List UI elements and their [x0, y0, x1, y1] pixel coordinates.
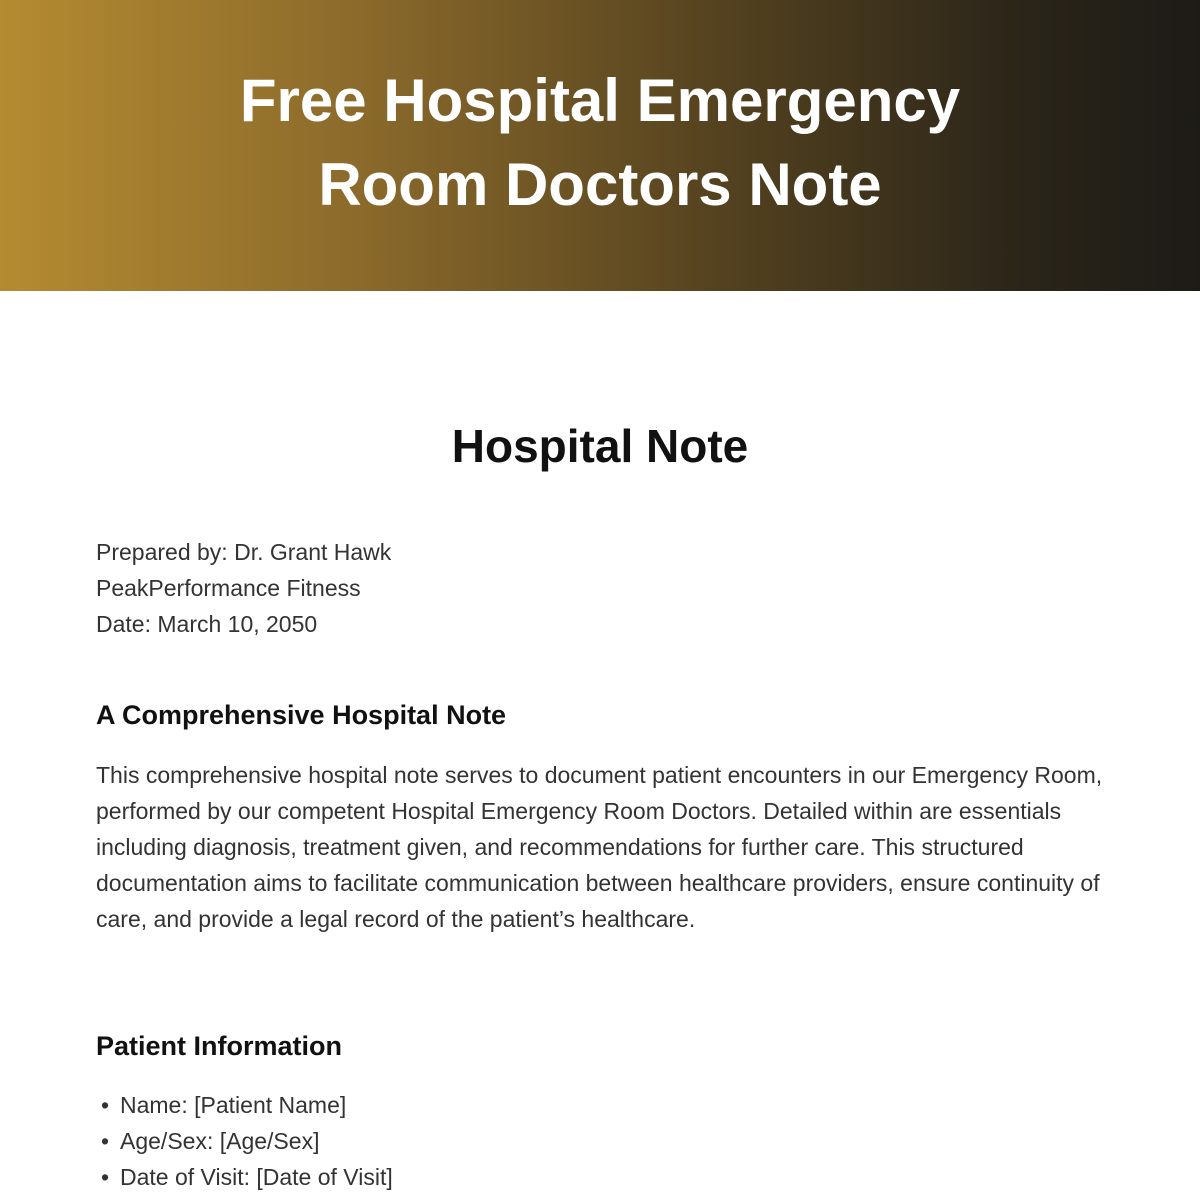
patient-visit-date-field: Date of Visit: [Date of Visit]	[120, 1164, 393, 1190]
document-date: Date: March 10, 2050	[96, 611, 318, 637]
bullet-icon: •	[101, 1128, 110, 1154]
document-meta	[96, 534, 391, 642]
document-title: Hospital Note	[451, 420, 749, 472]
intro-paragraph: This comprehensive hospital note serves to document patient encounters in our Emergency Room, performed by our competent Hospital Emergency Room Doctors. Detailed within are essentials including diagnosis, treatment given, and recommendations for further care. This structured documentation aims to facilitate communication between healthcare providers, ensure continuity of care, and provide a legal record of the patient’s healthcare.	[96, 762, 1103, 932]
intro-heading: A Comprehensive Hospital Note	[96, 700, 507, 730]
bullet-icon: •	[101, 1164, 110, 1190]
patient-info-item	[96, 1159, 393, 1195]
patient-age-sex-field: Age/Sex: [Age/Sex]	[120, 1128, 320, 1154]
organization: PeakPerformance Fitness	[96, 575, 361, 601]
banner	[0, 0, 1200, 291]
patient-info-item	[96, 1123, 393, 1159]
bullet-icon: •	[101, 1092, 110, 1118]
patient-info-heading: Patient Information	[96, 1031, 343, 1061]
patient-info-item	[96, 1087, 393, 1123]
prepared-by: Prepared by: Dr. Grant Hawk	[96, 539, 392, 565]
patient-info-list	[96, 1087, 393, 1195]
banner-title: Free Hospital Emergency Room Doctors Note	[239, 66, 961, 218]
patient-name-field: Name: [Patient Name]	[120, 1092, 347, 1118]
